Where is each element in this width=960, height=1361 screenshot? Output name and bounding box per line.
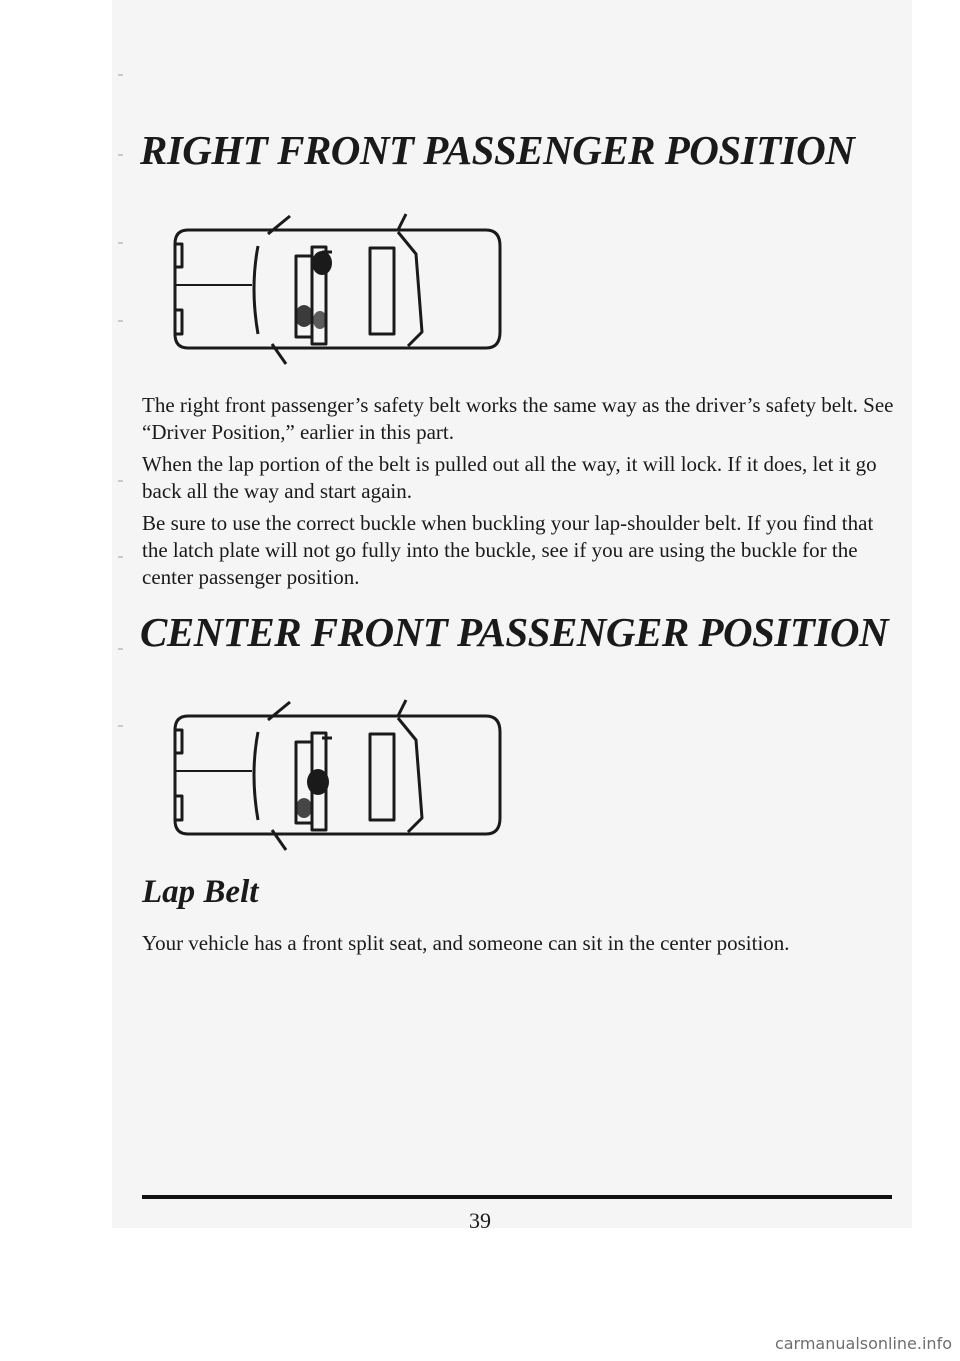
right-paragraph-1: The right front passenger’s safety belt works the same way as the driver’s safety belt. See “Driver Position,” earlier in this part. <box>142 393 894 444</box>
right-paragraph-2: When the lap portion of the belt is pulled out all the way, it will lock. If it does, let it go back all the way and start again. <box>142 452 877 503</box>
right-paragraph-3: Be sure to use the correct buckle when buckling your lap-shoulder belt. If you find that the latch plate will not go fully into the buckle, see if you are using the buckle for the center passenger position. <box>142 511 874 589</box>
margin-mark <box>118 556 123 558</box>
margin-mark <box>118 725 123 727</box>
page-number: 39 <box>469 1208 491 1233</box>
footer-rule <box>142 1195 892 1199</box>
margin-mark <box>118 154 123 156</box>
margin-mark <box>118 480 123 482</box>
margin-mark <box>118 648 123 650</box>
watermark: carmanualsonline.info <box>774 1334 952 1353</box>
section-heading-center-front: CENTER FRONT PASSENGER POSITION <box>140 609 889 655</box>
margin-mark <box>118 242 123 244</box>
car-seating-diagram-right-front <box>172 212 512 380</box>
margin-mark <box>118 74 123 76</box>
car-seating-diagram-center-front <box>172 698 512 866</box>
center-paragraph-1: Your vehicle has a front split seat, and someone can sit in the center position. <box>142 931 790 955</box>
section-heading-right-front: RIGHT FRONT PASSENGER POSITION <box>140 127 855 173</box>
subheading-lap-belt: Lap Belt <box>142 874 259 910</box>
margin-mark <box>118 320 123 322</box>
